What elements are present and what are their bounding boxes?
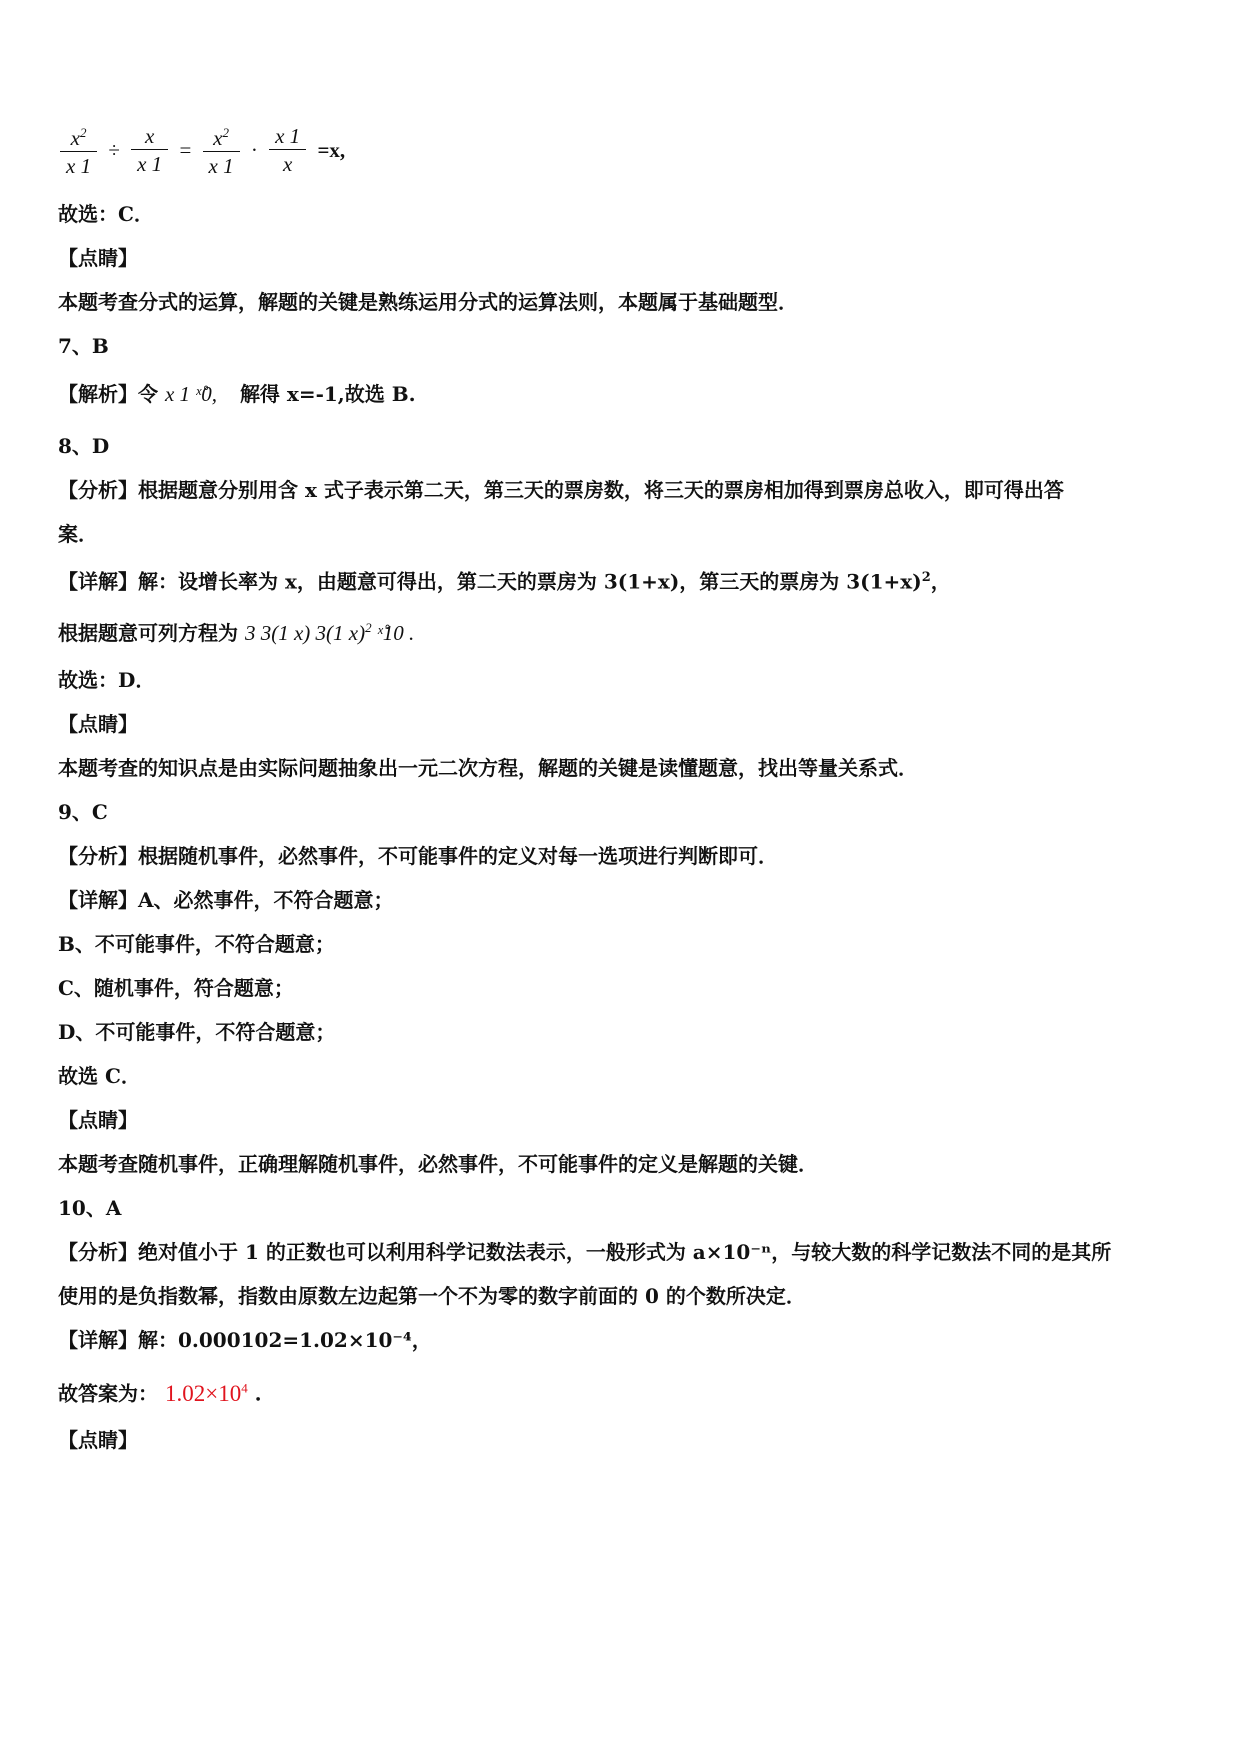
question-7-analysis: 【解析】令 x 1 ˣ̊0, 解得 x=-1,故选 B. <box>58 382 416 406</box>
equals-sign: = <box>179 138 192 163</box>
conclusion-line: 故选：D． <box>58 668 156 692</box>
analysis-text-cont: 使用的是负指数幂，指数由原数左边起第一个不为零的数字前面的 0 的个数所决定． <box>58 1284 806 1308</box>
option-b-text: B、不可能事件，不符合题意； <box>58 932 335 956</box>
analysis-text-cont: 案． <box>58 522 98 546</box>
equation-result: =x, <box>317 138 346 163</box>
conclusion-line: 故选 C． <box>58 1064 141 1088</box>
comment-text: 本题考查分式的运算，解题的关键是熟练运用分式的运算法则，本题属于基础题型． <box>58 290 798 314</box>
detail-text: 【详解】解：0.000102=1.02×10⁻⁴， <box>58 1328 432 1352</box>
fraction-4: $\frac{x 1}{x}$ <box>269 123 306 178</box>
question-7-answer: 7、B <box>58 334 109 358</box>
answer-line: 故答案为： $1.02\times 10^4$ . <box>58 1380 262 1406</box>
question-8-answer: 8、D <box>58 434 110 458</box>
fraction-1: $\frac{x^2}{x 1}$ <box>60 120 97 180</box>
equation-line: 根据题意可列方程为 3 3(1 x) 3(1 x)$^2$ ˣ̊10 . <box>58 620 415 645</box>
question-9-answer: 9、C <box>58 800 108 824</box>
multiply-dot: · <box>250 138 258 163</box>
fraction-2: $\frac{x}{x 1}$ <box>131 123 168 178</box>
comment-text: 本题考查的知识点是由实际问题抽象出一元二次方程，解题的关键是读懂题意，找出等量关系式． <box>58 756 918 780</box>
section-heading-dianjing: 【点睛】 <box>58 1108 138 1132</box>
question-10-answer: 10、A <box>58 1196 122 1220</box>
inline-equation: 3 3(1 x) 3(1 x)$^2$ ˣ̊10 . <box>244 620 415 645</box>
inline-equation: x 1 ˣ̊0, <box>164 382 217 406</box>
analysis-text: 【分析】根据题意分别用含 x 式子表示第二天，第三天的票房数，将三天的票房相加得到票房总收入，即可得出答 <box>58 478 1064 502</box>
comment-text: 本题考查随机事件，正确理解随机事件，必然事件，不可能事件的定义是解题的关键． <box>58 1152 818 1176</box>
conclusion-line: 故选：C． <box>58 202 154 226</box>
analysis-text: 【分析】绝对值小于 1 的正数也可以利用科学记数法表示，一般形式为 a×10⁻ⁿ，与较大数的科学记数法不同的是其所 <box>58 1240 1112 1264</box>
analysis-text: 【分析】根据随机事件，必然事件，不可能事件的定义对每一选项进行判断即可． <box>58 844 778 868</box>
option-c-text: C、随机事件，符合题意； <box>58 976 294 1000</box>
detail-text: 【详解】解：设增长率为 x，由题意可得出，第二天的票房为 3(1+x)，第三天的票房为 $3(1+x)^2$， <box>58 569 951 594</box>
section-heading-dianjing: 【点睛】 <box>58 1428 138 1452</box>
divide-sign: ÷ <box>108 138 120 163</box>
fraction-3: $\frac{x^2}{x 1}$ <box>203 120 240 180</box>
detail-text: 【详解】A、必然事件，不符合题意； <box>58 888 394 912</box>
option-d-text: D、不可能事件，不符合题意； <box>58 1020 336 1044</box>
answer-value: $1.02\times 10^4$ <box>164 1380 248 1406</box>
section-heading-dianjing: 【点睛】 <box>58 712 138 736</box>
fraction-equation <box>58 118 349 180</box>
section-heading-dianjing: 【点睛】 <box>58 246 138 270</box>
